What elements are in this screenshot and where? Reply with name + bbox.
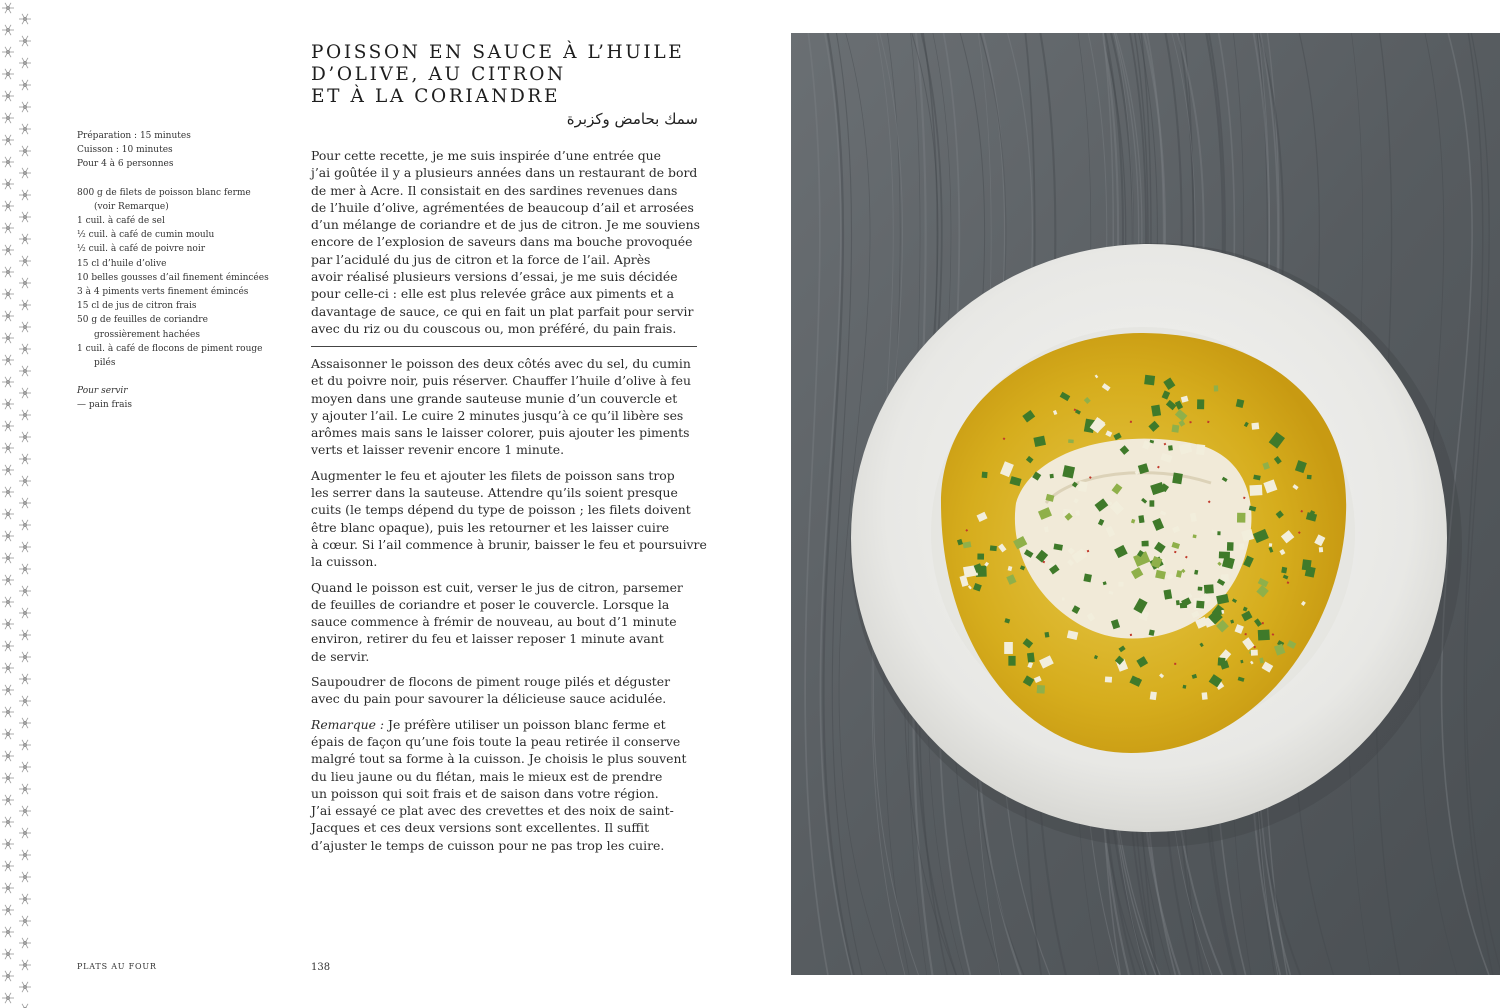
snowflake-icon — [19, 564, 31, 574]
snowflake-icon — [2, 861, 14, 871]
snowflake-icon — [19, 300, 31, 310]
snowflake-icon — [2, 707, 14, 717]
ingredient-item: ½ cuil. à café de cumin moulu — [77, 230, 215, 241]
snowflake-icon — [2, 135, 14, 145]
intro-line: avec du riz ou du couscous ou, mon préféré, du pain frais. — [311, 320, 677, 336]
serve-item: — pain frais — [77, 400, 133, 411]
snowflake-icon — [19, 960, 31, 970]
snowflake-icon — [2, 619, 14, 629]
intro-line: d’un mélange de coriandre et de jus de citron. Je me souviens — [311, 217, 700, 233]
snowflake-icon — [19, 80, 31, 90]
snowflake-icon — [19, 630, 31, 640]
snowflake-icon — [2, 839, 14, 849]
snowflake-icon — [19, 146, 31, 156]
intro-line: par l’acidulé du jus de citron et la force de l’ail. Après — [311, 251, 651, 267]
snowflake-icon — [19, 982, 31, 992]
intro-line: pour celle-ci : elle est plus relevée grâce aux piments et a — [311, 286, 674, 302]
snowflake-icon — [2, 949, 14, 959]
snowflake-icon — [19, 542, 31, 552]
dish-photo — [791, 33, 1500, 975]
step-line: les serrer dans la sauteuse. Attendre qu’ils soient presque — [311, 485, 678, 501]
snowflake-icon — [19, 14, 31, 24]
snowflake-icon — [2, 157, 14, 167]
snowflake-icon — [19, 58, 31, 68]
snowflake-icon — [19, 608, 31, 618]
snowflake-icon — [19, 212, 31, 222]
snowflake-icon — [2, 993, 14, 1003]
intro-line: de l’huile d’olive, agrémentées de beaucoup d’ail et arrosées — [311, 199, 694, 215]
step-line: moyen dans une grande sauteuse munie d’un couvercle et — [311, 390, 678, 406]
snowflake-icon — [2, 465, 14, 475]
snowflake-icon — [2, 575, 14, 585]
snowflake-icon — [19, 872, 31, 882]
snowflake-icon — [19, 454, 31, 464]
snowflake-icon — [19, 102, 31, 112]
snowflake-icon — [19, 718, 31, 728]
remark-line: malgré tout sa forme à la cuisson. Je choisis le plus souvent — [311, 751, 687, 767]
step-line: Quand le poisson est cuit, verser le jus de citron, parsemer — [311, 579, 683, 595]
ingredient-list — [77, 186, 272, 371]
step-line: Assaisonner le poisson des deux côtés avec du sel, du cumin — [311, 356, 691, 371]
snowflake-icon — [2, 773, 14, 783]
snowflake-icon — [2, 69, 14, 79]
step-line: cuits (le temps dépend du type de poisson ; les filets doivent — [311, 502, 691, 518]
remark-paragraph — [311, 716, 697, 854]
step-line: y ajouter l’ail. Le cuire 2 minutes jusqu’à ce qu’il libère ses — [311, 407, 684, 423]
step-line: de feuilles de coriandre et poser le couvercle. Lorsque la — [311, 596, 670, 612]
snowflake-icon — [2, 685, 14, 695]
snowflake-icon — [19, 784, 31, 794]
ingredient-item: 15 cl de jus de citron frais — [77, 301, 197, 312]
snowflake-icon — [19, 388, 31, 398]
step-line: Augmenter le feu et ajouter les filets de poisson sans trop — [311, 467, 675, 483]
step-line: et du poivre noir, puis réserver. Chauffer l’huile d’olive à feu — [311, 373, 691, 389]
snowflake-icon — [19, 520, 31, 530]
snowflake-icon — [19, 234, 31, 244]
snowflake-icon — [19, 762, 31, 772]
snowflake-icon — [19, 894, 31, 904]
serve-list — [77, 398, 272, 412]
snowflake-icon — [2, 311, 14, 321]
meta-list — [77, 129, 272, 172]
snowflake-icon — [2, 47, 14, 57]
snowflake-icon — [19, 344, 31, 354]
snowflake-icon — [2, 927, 14, 937]
title-line: ET À LA CORIANDRE — [311, 86, 561, 107]
title-line: D’OLIVE, AU CITRON — [311, 64, 566, 85]
snowflake-icon — [2, 333, 14, 343]
snowflake-icon — [19, 696, 31, 706]
snowflake-icon — [19, 124, 31, 134]
snowflake-icon — [2, 751, 14, 761]
intro-line: Pour cette recette, je me suis inspirée d’une entrée que — [311, 148, 661, 163]
method-step — [311, 673, 697, 708]
recipe-arabic-title: سمك بحامض وكزبرة — [566, 110, 698, 128]
snowflake-icon — [2, 883, 14, 893]
snowflake-icon — [19, 168, 31, 178]
snowflake-icon — [19, 828, 31, 838]
snowflake-icon — [2, 377, 14, 387]
ingredient-item: 10 belles gousses d’ail finement émincées — [77, 272, 269, 283]
step-line: verts et laisser revenir encore 1 minute. — [311, 442, 565, 458]
snowflake-icon — [2, 443, 14, 453]
title-line: POISSON EN SAUCE À L’HUILE — [311, 42, 685, 63]
step-line: de servir. — [311, 648, 370, 664]
remark-label: Remarque : — [311, 716, 385, 732]
step-line: être blanc opaque), puis les retourner et les laisser cuire — [311, 519, 670, 535]
snowflake-icon — [19, 938, 31, 948]
intro-line: avoir réalisé plusieurs versions d’essai, je me suis décidée — [311, 269, 678, 285]
recipe-sidebar — [77, 129, 272, 413]
remark-line: J’ai essayé ce plat avec des crevettes et des noix de saint- — [311, 803, 674, 819]
intro-line: encore de l’explosion de saveurs dans ma bouche provoquée — [311, 234, 693, 250]
method-step — [311, 355, 697, 459]
intro-line: de mer à Acre. Il consistait en des sardines revenues dans — [311, 182, 678, 198]
snowflake-icon — [19, 1004, 31, 1008]
step-line: à cœur. Si l’ail commence à brunir, baisser le feu et poursuivre — [311, 536, 707, 552]
snowflake-border-ornament — [0, 0, 34, 1008]
step-line: environ, retirer du feu et laisser reposer 1 minute avant — [311, 631, 664, 647]
snowflake-icon — [19, 256, 31, 266]
page-number: 138 — [311, 962, 331, 973]
remark-first-line — [311, 716, 697, 733]
intro-paragraph — [311, 147, 700, 337]
snowflake-icon — [19, 652, 31, 662]
snowflake-icon — [2, 3, 14, 13]
snowflake-icon — [2, 355, 14, 365]
snowflake-icon — [2, 729, 14, 739]
snowflake-icon — [19, 806, 31, 816]
ingredient-item: 15 cl d’huile d’olive — [77, 258, 167, 269]
step-line: avec du pain pour savourer la délicieuse sauce acidulée. — [311, 691, 667, 707]
step-line: la cuisson. — [311, 554, 378, 570]
snowflake-icon — [2, 223, 14, 233]
snowflake-icon — [19, 674, 31, 684]
snowflake-icon — [19, 916, 31, 926]
snowflake-icon — [19, 322, 31, 332]
snowflake-icon — [19, 850, 31, 860]
fish-plate-illustration — [791, 33, 1500, 975]
snowflake-icon — [19, 498, 31, 508]
snowflake-icon — [2, 905, 14, 915]
snowflake-icon — [19, 190, 31, 200]
snowflake-icon — [2, 795, 14, 805]
method-steps — [311, 355, 707, 862]
snowflake-icon — [19, 432, 31, 442]
snowflake-icon — [2, 553, 14, 563]
ingredient-item: 800 g de filets de poisson blanc ferme (voir Remarque) — [77, 187, 251, 212]
remark-line: un poisson qui soit frais et de saison dans votre région. — [311, 785, 659, 801]
method-step — [311, 579, 697, 665]
snowflake-icon — [2, 113, 14, 123]
snowflake-icon — [2, 179, 14, 189]
step-line: sauce commence à frémir de nouveau, au bout d’1 minute — [311, 614, 677, 630]
ingredient-item: 50 g de feuilles de coriandre grossièrement hachées — [77, 315, 208, 340]
snowflake-icon — [2, 267, 14, 277]
snowflake-icon — [2, 487, 14, 497]
snowflake-icon — [2, 421, 14, 431]
remark-line: Je préfère utiliser un poisson blanc ferme et — [384, 716, 666, 732]
snowflake-icon — [2, 25, 14, 35]
snowflake-icon — [2, 971, 14, 981]
ingredient-item: 3 à 4 piments verts finement émincés — [77, 287, 249, 298]
snowflake-icon — [19, 586, 31, 596]
step-line: arômes mais sans le laisser colorer, puis ajouter les piments — [311, 425, 690, 441]
ingredient-item: ½ cuil. à café de poivre noir — [77, 244, 206, 255]
snowflake-icon — [19, 476, 31, 486]
snowflake-icon — [2, 289, 14, 299]
recipe-title — [311, 42, 711, 108]
remark-line: d’ajuster le temps de cuisson pour ne pas trop les cuire. — [311, 837, 665, 853]
snowflake-icon — [2, 663, 14, 673]
ingredient-item: 1 cuil. à café de flocons de piment rouge pilés — [77, 343, 263, 369]
intro-line: davantage de sauce, ce qui en fait un plat parfait pour servir — [311, 303, 694, 319]
divider — [311, 346, 697, 347]
snowflake-icon — [19, 410, 31, 420]
remark-line: Jacques et ces deux versions sont excellentes. Il suffit — [311, 820, 650, 836]
step-line: Saupoudrer de flocons de piment rouge pilés et déguster — [311, 674, 671, 690]
snowflake-icon — [19, 278, 31, 288]
meta-item: Pour 4 à 6 personnes — [77, 159, 174, 170]
snowflake-icon — [2, 597, 14, 607]
snowflake-icon — [19, 366, 31, 376]
footer-section-title: PLATS AU FOUR — [77, 962, 157, 971]
snowflake-icon — [2, 641, 14, 651]
snowflake-icon — [2, 245, 14, 255]
snowflake-icon — [2, 91, 14, 101]
serve-heading: Pour servir — [77, 386, 128, 397]
snowflake-icon — [19, 36, 31, 46]
intro-line: j’ai goûtée il y a plusieurs années dans un restaurant de bord — [311, 165, 698, 181]
remark-line: du lieu jaune ou du flétan, mais le mieux est de prendre — [311, 768, 663, 784]
snowflake-icon — [2, 201, 14, 211]
snowflake-icon — [19, 740, 31, 750]
ingredient-item: 1 cuil. à café de sel — [77, 216, 165, 227]
snowflake-icon — [2, 817, 14, 827]
meta-item: Cuisson : 10 minutes — [77, 145, 173, 156]
method-step — [311, 467, 707, 571]
remark-line: épais de façon qu’une fois toute la peau retirée il conserve — [311, 733, 681, 749]
snowflake-icon — [2, 399, 14, 409]
snowflake-icon — [2, 531, 14, 541]
snowflake-icon — [2, 509, 14, 519]
meta-item: Préparation : 15 minutes — [77, 131, 191, 141]
